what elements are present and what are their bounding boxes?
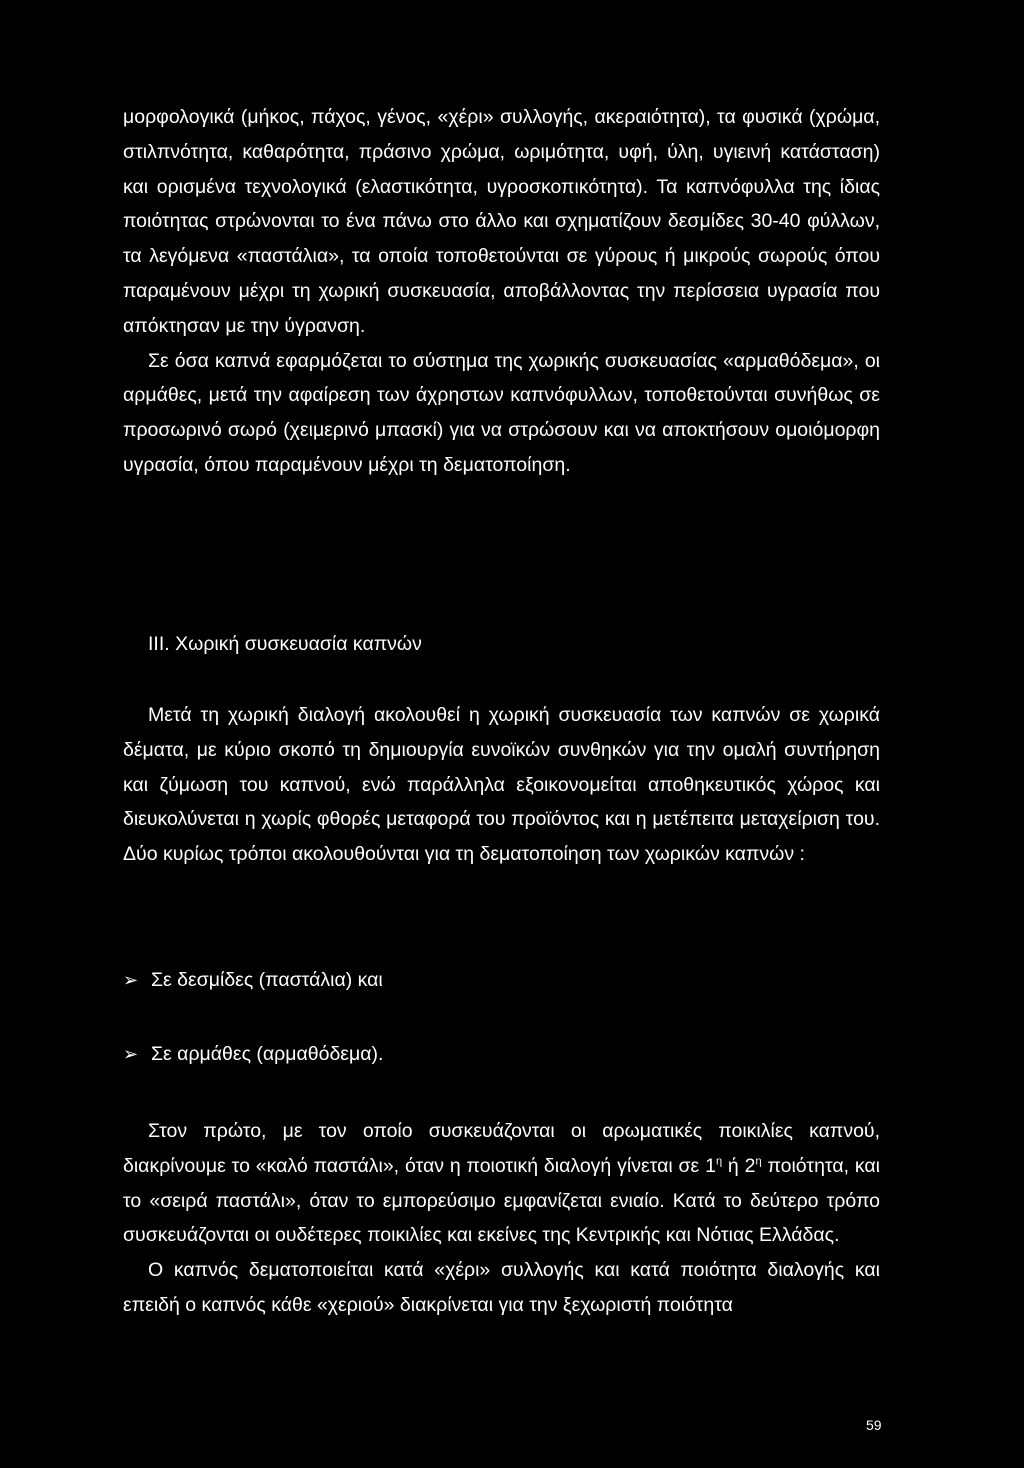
page-number: 59 <box>866 1417 882 1433</box>
bullet-item-1 <box>123 963 383 997</box>
bullet-text: Σε αρμάθες (αρμαθόδεμα). <box>151 1043 384 1065</box>
paragraph-3: Μετά τη χωρική διαλογή ακολουθεί η χωρική συσκευασία των καπνών σε χωρικά δέματα, με κύριο σκοπό τη δημιουργία ευνοϊκών συνθηκών για την ομαλή συντήρηση και ζύμωση του καπνού, ενώ παράλληλα εξοικονομείται αποθηκευτικός χώρος και διευκολύνεται η χωρίς φθορές μεταφορά του προϊόντος και η μετέπειτα μεταχείριση του. Δύο κυρίως τρόποι ακολουθούνται για τη δεματοποίηση των χωρικών καπνών : <box>123 704 880 866</box>
closing-section <box>123 1114 880 1323</box>
arrow-bullet-icon: ➢ <box>123 970 139 990</box>
superscript-1: η <box>715 1155 723 1168</box>
superscript-2: η <box>755 1155 762 1168</box>
paragraph-4 <box>123 1114 880 1253</box>
section-body <box>123 698 880 872</box>
bullet-item-2 <box>123 1037 383 1071</box>
page-body <box>123 100 880 483</box>
paragraph-2: Σε όσα καπνά εφαρμόζεται το σύστημα της χωρικής συσκευασίας «αρμαθόδεμα», οι αρμάθες, μετά την αφαίρεση των άχρηστων καπνόφυλλων, τοποθετούνται συνήθως σε προσωρινό σωρό (χειμερινό μπασκί) για να στρώσουν και να αποκτήσουν ομοιόμορφη υγρασία, όπου παραμένουν μέχρι τη δεματοποίηση. <box>123 349 880 476</box>
paragraph-4-part-c: ποιότητα, και το «σειρά παστάλι», όταν το εμπορεύσιμο εμφανίζεται ενιαίο. Κατά το δεύτερο τρόπο συσκευάζονται οι ουδέτερες ποικιλίες και εκείνες της Κεντρικής και Νότιας Ελλάδας. <box>123 1154 880 1247</box>
paragraph-1: μορφολογικά (μήκος, πάχος, γένος, «χέρι» συλλογής, ακεραιότητα), τα φυσικά (χρώμα, στιλπνότητα, καθαρότητα, πράσινο χρώμα, ωριμότητα, υφή, ύλη, υγιεινή κατάσταση) και ορισμένα τεχνολογικά (ελαστικότητα, υγροσκοπικότητα). Τα καπνόφυλλα της ίδιας ποιότητας στρώνονται το ένα πάνω στο άλλο και σχηματίζουν δεσμίδες 30-40 φύλλων, τα λεγόμενα «παστάλια», τα οποία τοποθετούνται σε γύρους ή μικρούς σωρούς όπου παραμένουν μέχρι τη χωρική συσκευασία, αποβάλλοντας την περίσσεια υγρασία που απόκτησαν με την ύγρανση. <box>123 106 880 337</box>
paragraph-4-part-a: Στον πρώτο, με τον οποίο συσκευάζονται οι αρωματικές ποικιλίες καπνού, διακρίνουμε το «καλό παστάλι», όταν η ποιοτική διαλογή γίνεται σε 1 <box>123 1120 880 1177</box>
arrow-bullet-icon: ➢ <box>123 1044 139 1064</box>
paragraph-5: Ο καπνός δεματοποιείται κατά «χέρι» συλλογής και κατά ποιότητα διαλογής και επειδή ο καπνός κάθε «χεριού» διακρίνεται για την ξεχωριστή ποιότητα <box>123 1259 880 1316</box>
paragraph-4-part-b: ή 2 <box>722 1154 756 1177</box>
bullet-text: Σε δεσμίδες (παστάλια) και <box>151 969 383 991</box>
section-heading: ΙΙΙ. Χωρική συσκευασία καπνών <box>148 633 422 655</box>
